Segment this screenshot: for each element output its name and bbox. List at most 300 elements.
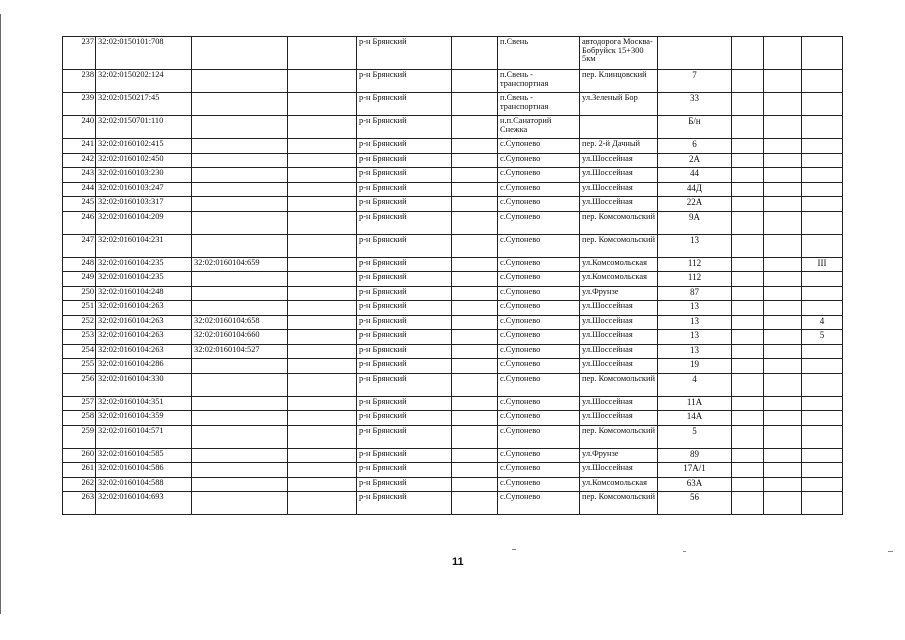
empty-cell: [732, 286, 764, 301]
empty-cell: [764, 492, 802, 515]
table-row: [63, 116, 843, 139]
unit-number: [802, 182, 843, 197]
house-number: 4: [658, 373, 732, 396]
empty-cell: [732, 139, 764, 154]
empty-cell: [288, 396, 357, 411]
empty-cell: [288, 373, 357, 396]
cadastral-number: 32:02:0160104:586: [96, 463, 192, 478]
street: ул.Зеленый Бор: [580, 93, 658, 116]
unit-number: [802, 272, 843, 287]
scan-speck: [888, 551, 893, 552]
empty-cell: [732, 168, 764, 183]
empty-cell: [452, 153, 498, 168]
district: р-н Брянский: [357, 93, 452, 116]
empty-cell: [732, 197, 764, 212]
locality: с.Супонево: [498, 315, 580, 330]
locality: с.Супонево: [498, 463, 580, 478]
empty-cell: [288, 182, 357, 197]
street: пер. Клинцовский: [580, 70, 658, 93]
locality: п.Свень: [498, 37, 580, 70]
empty-cell: [764, 330, 802, 345]
cadastral-number: 32:02:0160104:693: [96, 492, 192, 515]
cadastral-number: 32:02:0160103:317: [96, 197, 192, 212]
empty-cell: [452, 344, 498, 359]
district: р-н Брянский: [357, 37, 452, 70]
empty-cell: [732, 330, 764, 345]
locality: с.Супонево: [498, 272, 580, 287]
empty-cell: [764, 463, 802, 478]
house-number: 44Д: [658, 182, 732, 197]
house-number: 9А: [658, 211, 732, 234]
unit-number: [802, 396, 843, 411]
street: ул.Шоссейная: [580, 359, 658, 374]
cadastral-number: 32:02:0160104:235: [96, 272, 192, 287]
row-number: 240: [63, 116, 96, 139]
house-number: 112: [658, 272, 732, 287]
cadastral-number: 32:02:0160104:585: [96, 448, 192, 463]
empty-cell: [732, 272, 764, 287]
empty-cell: [732, 153, 764, 168]
district: р-н Брянский: [357, 301, 452, 316]
empty-cell: [452, 257, 498, 272]
empty-cell: [732, 234, 764, 257]
house-number: 44: [658, 168, 732, 183]
street: ул.Шоссейная: [580, 168, 658, 183]
empty-cell: [452, 477, 498, 492]
empty-cell: [452, 492, 498, 515]
locality: с.Супонево: [498, 330, 580, 345]
district: р-н Брянский: [357, 182, 452, 197]
empty-cell: [288, 234, 357, 257]
table-row: [63, 93, 843, 116]
table-row: [63, 463, 843, 478]
house-number: 33: [658, 93, 732, 116]
cadastral-number: 32:02:0150701:110: [96, 116, 192, 139]
unit-number: [802, 359, 843, 374]
district: р-н Брянский: [357, 330, 452, 345]
house-number: 5: [658, 425, 732, 448]
cadastral-number: 32:02:0160103:230: [96, 168, 192, 183]
district: р-н Брянский: [357, 344, 452, 359]
empty-cell: [288, 139, 357, 154]
empty-cell: [764, 373, 802, 396]
empty-cell: [288, 257, 357, 272]
table-row: [63, 234, 843, 257]
empty-cell: [764, 315, 802, 330]
unit-number: [802, 463, 843, 478]
related-cadastral-number: [192, 272, 288, 287]
empty-cell: [732, 344, 764, 359]
unit-number: [802, 425, 843, 448]
empty-cell: [288, 93, 357, 116]
empty-cell: [288, 477, 357, 492]
locality: с.Супонево: [498, 425, 580, 448]
empty-cell: [288, 197, 357, 212]
district: р-н Брянский: [357, 116, 452, 139]
empty-cell: [288, 425, 357, 448]
cadastral-number: 32:02:0160104:351: [96, 396, 192, 411]
row-number: 238: [63, 70, 96, 93]
locality: с.Супонево: [498, 153, 580, 168]
related-cadastral-number: 32:02:0160104:527: [192, 344, 288, 359]
row-number: 250: [63, 286, 96, 301]
cadastral-number: 32:02:0160104:263: [96, 315, 192, 330]
row-number: 249: [63, 272, 96, 287]
house-number: 2А: [658, 153, 732, 168]
related-cadastral-number: [192, 301, 288, 316]
row-number: 242: [63, 153, 96, 168]
empty-cell: [764, 344, 802, 359]
page-number: 11: [452, 556, 464, 568]
street: ул.Шоссейная: [580, 301, 658, 316]
house-number: 6: [658, 139, 732, 154]
empty-cell: [452, 168, 498, 183]
scan-speck: [512, 549, 516, 550]
table-row: [63, 344, 843, 359]
table-row: [63, 477, 843, 492]
locality: с.Супонево: [498, 197, 580, 212]
empty-cell: [764, 197, 802, 212]
district: р-н Брянский: [357, 411, 452, 426]
empty-cell: [732, 211, 764, 234]
empty-cell: [732, 70, 764, 93]
district: р-н Брянский: [357, 425, 452, 448]
related-cadastral-number: [192, 411, 288, 426]
cadastral-number: 32:02:0160104:330: [96, 373, 192, 396]
empty-cell: [288, 168, 357, 183]
empty-cell: [288, 359, 357, 374]
house-number: 7: [658, 70, 732, 93]
district: р-н Брянский: [357, 153, 452, 168]
house-number: 19: [658, 359, 732, 374]
row-number: 253: [63, 330, 96, 345]
unit-number: [802, 477, 843, 492]
street: ул.Шоссейная: [580, 315, 658, 330]
empty-cell: [764, 257, 802, 272]
row-number: 241: [63, 139, 96, 154]
table-row: [63, 396, 843, 411]
street: пер. 2-й Дачный: [580, 139, 658, 154]
locality: с.Супонево: [498, 257, 580, 272]
house-number: 63А: [658, 477, 732, 492]
row-number: 255: [63, 359, 96, 374]
house-number: 89: [658, 448, 732, 463]
empty-cell: [764, 116, 802, 139]
locality: п.Свень - транспортная: [498, 70, 580, 93]
empty-cell: [452, 463, 498, 478]
related-cadastral-number: 32:02:0160104:658: [192, 315, 288, 330]
empty-cell: [452, 425, 498, 448]
locality: с.Супонево: [498, 301, 580, 316]
empty-cell: [288, 301, 357, 316]
district: р-н Брянский: [357, 396, 452, 411]
table-row: [63, 70, 843, 93]
empty-cell: [764, 359, 802, 374]
table-row: [63, 153, 843, 168]
unit-number: [802, 373, 843, 396]
unit-number: [802, 168, 843, 183]
related-cadastral-number: [192, 93, 288, 116]
house-number: 87: [658, 286, 732, 301]
related-cadastral-number: [192, 425, 288, 448]
table-row: [63, 182, 843, 197]
related-cadastral-number: [192, 448, 288, 463]
street: ул.Шоссейная: [580, 344, 658, 359]
empty-cell: [764, 153, 802, 168]
locality: с.Супонево: [498, 492, 580, 515]
street: пер. Комсомольский: [580, 492, 658, 515]
table-row: [63, 139, 843, 154]
row-number: 256: [63, 373, 96, 396]
street: пер. Комсомольский: [580, 425, 658, 448]
cadastral-number: 32:02:0160104:248: [96, 286, 192, 301]
empty-cell: [732, 359, 764, 374]
locality: с.Супонево: [498, 286, 580, 301]
table-row: [63, 211, 843, 234]
row-number: 245: [63, 197, 96, 212]
unit-number: [802, 301, 843, 316]
unit-number: 4: [802, 315, 843, 330]
related-cadastral-number: [192, 211, 288, 234]
empty-cell: [764, 425, 802, 448]
empty-cell: [288, 411, 357, 426]
unit-number: [802, 93, 843, 116]
empty-cell: [732, 411, 764, 426]
empty-cell: [452, 396, 498, 411]
street: ул.Комсомольская: [580, 272, 658, 287]
empty-cell: [288, 211, 357, 234]
empty-cell: [732, 492, 764, 515]
house-number: 11А: [658, 396, 732, 411]
scan-speck: [683, 551, 686, 552]
street: ул.Шоссейная: [580, 330, 658, 345]
cadastral-number: 32:02:0160102:450: [96, 153, 192, 168]
empty-cell: [288, 492, 357, 515]
unit-number: [802, 286, 843, 301]
locality: с.Супонево: [498, 477, 580, 492]
district: р-н Брянский: [357, 139, 452, 154]
district: р-н Брянский: [357, 197, 452, 212]
empty-cell: [452, 70, 498, 93]
locality: с.Супонево: [498, 139, 580, 154]
empty-cell: [452, 116, 498, 139]
empty-cell: [452, 286, 498, 301]
empty-cell: [764, 182, 802, 197]
street: ул.Фрунзе: [580, 448, 658, 463]
empty-cell: [288, 463, 357, 478]
empty-cell: [452, 448, 498, 463]
empty-cell: [288, 70, 357, 93]
district: р-н Брянский: [357, 257, 452, 272]
row-number: 246: [63, 211, 96, 234]
row-number: 257: [63, 396, 96, 411]
cadastral-number: 32:02:0150202:124: [96, 70, 192, 93]
unit-number: [802, 211, 843, 234]
empty-cell: [452, 211, 498, 234]
row-number: 251: [63, 301, 96, 316]
empty-cell: [764, 396, 802, 411]
empty-cell: [452, 359, 498, 374]
house-number: [658, 37, 732, 70]
table-row: [63, 301, 843, 316]
locality: с.Супонево: [498, 411, 580, 426]
house-number: 112: [658, 257, 732, 272]
table-row: [63, 373, 843, 396]
row-number: 259: [63, 425, 96, 448]
related-cadastral-number: [192, 116, 288, 139]
related-cadastral-number: [192, 396, 288, 411]
empty-cell: [288, 37, 357, 70]
locality: с.Супонево: [498, 168, 580, 183]
row-number: 261: [63, 463, 96, 478]
row-number: 237: [63, 37, 96, 70]
street: пер. Комсомольский: [580, 234, 658, 257]
unit-number: [802, 234, 843, 257]
empty-cell: [452, 37, 498, 70]
table-row: [63, 257, 843, 272]
empty-cell: [452, 234, 498, 257]
street: ул.Шоссейная: [580, 153, 658, 168]
table-row: [63, 315, 843, 330]
table-body: [63, 37, 843, 515]
row-number: 243: [63, 168, 96, 183]
empty-cell: [732, 116, 764, 139]
cadastral-number: 32:02:0160104:263: [96, 344, 192, 359]
related-cadastral-number: [192, 168, 288, 183]
empty-cell: [764, 139, 802, 154]
locality: н.п.Санаторий Снежка: [498, 116, 580, 139]
empty-cell: [288, 330, 357, 345]
unit-number: [802, 344, 843, 359]
locality: п.Свень - транспортная: [498, 93, 580, 116]
empty-cell: [764, 286, 802, 301]
empty-cell: [732, 315, 764, 330]
empty-cell: [732, 301, 764, 316]
related-cadastral-number: [192, 153, 288, 168]
table-row: [63, 330, 843, 345]
empty-cell: [288, 116, 357, 139]
empty-cell: [452, 93, 498, 116]
empty-cell: [288, 315, 357, 330]
empty-cell: [764, 211, 802, 234]
cadastral-number: 32:02:0160103:247: [96, 182, 192, 197]
row-number: 248: [63, 257, 96, 272]
district: р-н Брянский: [357, 211, 452, 234]
street: ул.Шоссейная: [580, 197, 658, 212]
unit-number: [802, 153, 843, 168]
street: ул.Шоссейная: [580, 396, 658, 411]
empty-cell: [452, 315, 498, 330]
cadastral-number: 32:02:0160104:286: [96, 359, 192, 374]
empty-cell: [732, 37, 764, 70]
unit-number: [802, 492, 843, 515]
unit-number: [802, 139, 843, 154]
empty-cell: [452, 373, 498, 396]
cadastral-number: 32:02:0150101:708: [96, 37, 192, 70]
street: ул.Шоссейная: [580, 463, 658, 478]
locality: с.Супонево: [498, 182, 580, 197]
row-number: 254: [63, 344, 96, 359]
empty-cell: [732, 463, 764, 478]
locality: с.Супонево: [498, 448, 580, 463]
locality: с.Супонево: [498, 234, 580, 257]
empty-cell: [764, 234, 802, 257]
empty-cell: [764, 93, 802, 116]
district: р-н Брянский: [357, 373, 452, 396]
district: р-н Брянский: [357, 359, 452, 374]
table-row: [63, 425, 843, 448]
empty-cell: [764, 301, 802, 316]
empty-cell: [764, 448, 802, 463]
empty-cell: [764, 70, 802, 93]
table-row: [63, 272, 843, 287]
empty-cell: [732, 448, 764, 463]
locality: с.Супонево: [498, 396, 580, 411]
house-number: Б/н: [658, 116, 732, 139]
empty-cell: [764, 168, 802, 183]
district: р-н Брянский: [357, 272, 452, 287]
empty-cell: [288, 153, 357, 168]
cadastral-number: 32:02:0160104:235: [96, 257, 192, 272]
cadastral-number: 32:02:0160104:209: [96, 211, 192, 234]
district: р-н Брянский: [357, 492, 452, 515]
locality: с.Супонево: [498, 373, 580, 396]
district: р-н Брянский: [357, 477, 452, 492]
district: р-н Брянский: [357, 168, 452, 183]
empty-cell: [288, 272, 357, 287]
empty-cell: [452, 197, 498, 212]
empty-cell: [732, 93, 764, 116]
street: автодорога Москва-Бобруйск 15+300 5км: [580, 37, 658, 70]
cadastral-number: 32:02:0160104:263: [96, 330, 192, 345]
street: пер. Комсомольский: [580, 211, 658, 234]
empty-cell: [288, 286, 357, 301]
empty-cell: [732, 425, 764, 448]
unit-number: 5: [802, 330, 843, 345]
row-number: 262: [63, 477, 96, 492]
street: ул.Шоссейная: [580, 411, 658, 426]
district: р-н Брянский: [357, 70, 452, 93]
empty-cell: [764, 37, 802, 70]
row-number: 258: [63, 411, 96, 426]
cadastral-number: 32:02:0160104:263: [96, 301, 192, 316]
row-number: 252: [63, 315, 96, 330]
house-number: 13: [658, 330, 732, 345]
district: р-н Брянский: [357, 286, 452, 301]
related-cadastral-number: [192, 182, 288, 197]
empty-cell: [764, 411, 802, 426]
empty-cell: [732, 257, 764, 272]
unit-number: [802, 116, 843, 139]
table-row: [63, 37, 843, 70]
empty-cell: [732, 182, 764, 197]
house-number: 13: [658, 234, 732, 257]
related-cadastral-number: [192, 197, 288, 212]
related-cadastral-number: [192, 359, 288, 374]
registry-table: [62, 36, 843, 515]
empty-cell: [764, 272, 802, 287]
cadastral-number: 32:02:0160104:231: [96, 234, 192, 257]
row-number: 260: [63, 448, 96, 463]
house-number: 13: [658, 344, 732, 359]
house-number: 14А: [658, 411, 732, 426]
table-row: [63, 168, 843, 183]
district: р-н Брянский: [357, 448, 452, 463]
related-cadastral-number: [192, 373, 288, 396]
table-row: [63, 359, 843, 374]
house-number: 56: [658, 492, 732, 515]
unit-number: [802, 70, 843, 93]
